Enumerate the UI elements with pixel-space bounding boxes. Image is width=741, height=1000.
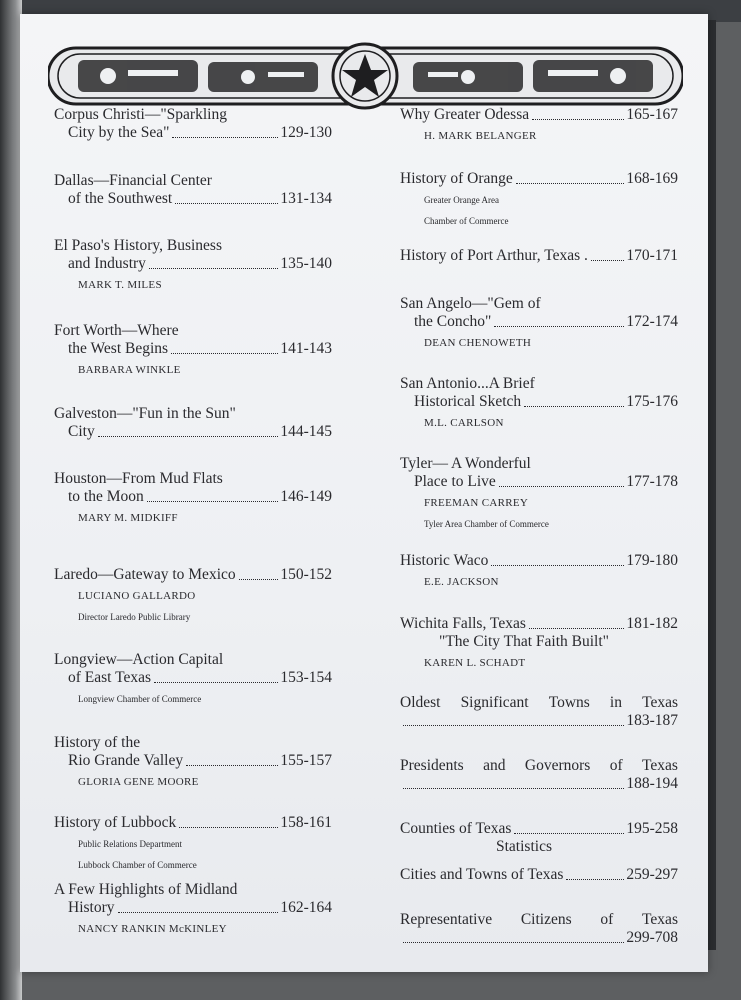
entry-title-line: History of the xyxy=(54,734,141,751)
entry-title-word: Texas xyxy=(642,911,678,928)
entry-leader-line xyxy=(400,393,678,411)
toc-entry[interactable] xyxy=(400,552,678,591)
dot-leader xyxy=(147,488,279,502)
entry-title-line: Historic Waco xyxy=(400,552,489,569)
dot-leader xyxy=(532,106,624,120)
entry-note: Director Laredo Public Library xyxy=(78,612,191,622)
entry-leader-line xyxy=(54,124,332,142)
entry-author: KAREN L. SCHADT xyxy=(424,657,526,669)
entry-leader-line xyxy=(54,423,332,441)
entry-title-word: Significant xyxy=(460,694,529,711)
toc-entry[interactable] xyxy=(400,615,678,672)
book-page xyxy=(20,14,708,972)
entry-leader-line xyxy=(400,247,678,265)
entry-title-line: to the Moon xyxy=(68,488,144,505)
toc-entry[interactable] xyxy=(54,470,332,527)
toc-entry[interactable] xyxy=(54,566,332,626)
entry-title-line: History of Orange xyxy=(400,170,513,187)
entry-title-line: Place to Live xyxy=(414,473,496,490)
entry-title-word: of xyxy=(600,911,614,928)
entry-leader-line xyxy=(54,814,332,832)
dot-leader xyxy=(171,340,278,354)
entry-title-line: the West Begins xyxy=(68,340,169,357)
entry-note: Greater Orange Area xyxy=(424,195,499,205)
entry-title-line: Wichita Falls, Texas xyxy=(400,615,526,632)
entry-title-line: Longview—Action Capital xyxy=(54,651,224,668)
entry-title-line xyxy=(400,911,678,929)
entry-title-line: El Paso's History, Business xyxy=(54,237,222,254)
page-range: 158-161 xyxy=(280,814,332,831)
entry-leader-line xyxy=(400,170,678,188)
toc-entry[interactable] xyxy=(400,375,678,432)
entry-title-line: of East Texas xyxy=(68,669,151,686)
entry-title-word: Oldest xyxy=(400,694,441,711)
entry-title-line: Historical Sketch xyxy=(414,393,522,410)
entry-title-line: Why Greater Odessa xyxy=(400,106,530,123)
entry-title-line: the Concho" xyxy=(414,313,492,330)
page-range: 179-180 xyxy=(626,552,678,569)
page-range: 153-154 xyxy=(280,669,332,686)
dot-leader xyxy=(403,775,624,789)
page-range: 144-145 xyxy=(280,423,332,440)
dot-leader xyxy=(149,255,278,269)
toc-entry[interactable] xyxy=(400,820,678,856)
page-range: 165-167 xyxy=(626,106,678,123)
entry-leader-line xyxy=(54,488,332,506)
toc-entry[interactable] xyxy=(400,170,678,230)
entry-title-line: Cities and Towns of Texas xyxy=(400,866,564,883)
entry-note: Longview Chamber of Commerce xyxy=(78,694,202,704)
page-range: 172-174 xyxy=(626,313,678,330)
entry-author: FREEMAN CARREY xyxy=(424,497,529,509)
entry-leader-line xyxy=(54,566,332,584)
entry-title-line: A Few Highlights of Midland xyxy=(54,881,238,898)
page-range: 135-140 xyxy=(280,255,332,272)
dot-leader xyxy=(239,566,279,580)
entry-author: E.E. JACKSON xyxy=(424,576,499,588)
dot-leader xyxy=(118,899,279,913)
toc-entry[interactable] xyxy=(400,694,678,730)
entry-title-word: in xyxy=(609,694,622,711)
entry-title-word: Representative xyxy=(400,911,493,928)
dot-leader xyxy=(566,866,624,880)
entry-title-line xyxy=(400,694,678,712)
entry-title-line: and Industry xyxy=(68,255,146,272)
entry-leader-line xyxy=(54,752,332,770)
entry-leader-line xyxy=(400,313,678,331)
dot-leader xyxy=(516,170,625,184)
toc-entry[interactable] xyxy=(400,911,678,947)
entry-title-word: Texas xyxy=(642,694,678,711)
page-range: 183-187 xyxy=(626,712,678,729)
entry-title-line: Laredo—Gateway to Mexico xyxy=(54,566,236,583)
dot-leader xyxy=(403,929,624,943)
entry-title-line: Dallas—Financial Center xyxy=(54,172,212,189)
dot-leader xyxy=(154,669,278,683)
entry-title-line: City xyxy=(68,423,95,440)
entry-leader-line xyxy=(400,106,678,124)
entry-note: Public Relations Department xyxy=(78,839,182,849)
page-range: 299-708 xyxy=(626,929,678,946)
page-range: 162-164 xyxy=(280,899,332,916)
entry-leader-line xyxy=(400,775,678,793)
entry-leader-line xyxy=(400,820,678,838)
entry-note: Chamber of Commerce xyxy=(424,216,509,226)
entry-title-line: of the Southwest xyxy=(68,190,173,207)
page-range: 129-130 xyxy=(280,124,332,141)
entry-author: MARY M. MIDKIFF xyxy=(78,512,178,524)
entry-leader-line xyxy=(400,866,678,884)
page-range: 131-134 xyxy=(280,190,332,207)
toc-entry[interactable] xyxy=(54,172,332,208)
entry-title-line: Fort Worth—Where xyxy=(54,322,179,339)
entry-subtitle: Statistics xyxy=(496,838,552,855)
entry-title-line: Rio Grande Valley xyxy=(68,752,184,769)
dot-leader xyxy=(98,423,279,437)
entry-leader-line xyxy=(400,552,678,570)
entry-title-word: Presidents xyxy=(400,757,464,774)
entry-title-line: History of Lubbock xyxy=(54,814,177,831)
entry-author: LUCIANO GALLARDO xyxy=(78,590,196,602)
entry-leader-line xyxy=(400,615,678,633)
toc-entry[interactable] xyxy=(400,757,678,793)
dot-leader xyxy=(179,814,278,828)
page-range: 146-149 xyxy=(280,488,332,505)
entry-title-word: Texas xyxy=(642,757,678,774)
entry-title-word: Citizens xyxy=(520,911,572,928)
entry-title-word: Governors xyxy=(524,757,591,774)
dot-leader xyxy=(186,752,278,766)
dot-leader xyxy=(403,712,624,726)
entry-note: Lubbock Chamber of Commerce xyxy=(78,860,197,870)
dot-leader xyxy=(494,313,624,327)
entry-leader-line xyxy=(54,340,332,358)
page-range: 168-169 xyxy=(626,170,678,187)
page-range: 141-143 xyxy=(280,340,332,357)
entry-title-line xyxy=(400,757,678,775)
toc-entry[interactable] xyxy=(54,651,332,708)
page-range: 195-258 xyxy=(626,820,678,837)
entry-leader-line xyxy=(54,255,332,273)
dot-leader xyxy=(514,820,624,834)
entry-note: Tyler Area Chamber of Commerce xyxy=(424,519,549,529)
entry-author: BARBARA WINKLE xyxy=(78,364,181,376)
toc-entry[interactable] xyxy=(54,322,332,379)
entry-title-line: San Angelo—"Gem of xyxy=(400,295,541,312)
toc-entry[interactable] xyxy=(54,734,332,791)
toc-entry[interactable] xyxy=(400,295,678,352)
entry-title-line: Tyler— A Wonderful xyxy=(400,455,531,472)
toc-entry[interactable] xyxy=(54,405,332,441)
entry-author: H. MARK BELANGER xyxy=(424,130,537,142)
dot-leader xyxy=(499,473,625,487)
toc-entry[interactable] xyxy=(400,866,678,884)
entry-author: M.L. CARLSON xyxy=(424,417,504,429)
entry-title-line: Corpus Christi—"Sparkling xyxy=(54,106,227,123)
entry-author: NANCY RANKIN McKINLEY xyxy=(78,923,227,935)
entry-leader-line xyxy=(54,190,332,208)
entry-leader-line xyxy=(400,473,678,491)
entry-title-line: Counties of Texas xyxy=(400,820,512,837)
toc-entry[interactable] xyxy=(54,814,332,874)
entry-title-line: History xyxy=(68,899,115,916)
entry-title-line: History of Port Arthur, Texas . xyxy=(400,247,588,264)
decorative-banner xyxy=(48,40,683,112)
toc-entry[interactable] xyxy=(400,455,678,533)
page-range: 259-297 xyxy=(626,866,678,883)
entry-author: DEAN CHENOWETH xyxy=(424,337,532,349)
page-range: 155-157 xyxy=(280,752,332,769)
entry-leader-line xyxy=(400,712,678,730)
entry-title-line: Galveston—"Fun in the Sun" xyxy=(54,405,236,422)
toc-entry[interactable] xyxy=(54,237,332,294)
entry-author: GLORIA GENE MOORE xyxy=(78,776,199,788)
entry-subtitle: "The City That Faith Built" xyxy=(439,633,609,650)
page-range: 181-182 xyxy=(626,615,678,632)
dot-leader xyxy=(175,190,278,204)
toc-entry[interactable] xyxy=(400,247,678,265)
page-range: 170-171 xyxy=(626,247,678,264)
entry-author: MARK T. MILES xyxy=(78,279,162,291)
entry-leader-line xyxy=(400,929,678,947)
page-range: 177-178 xyxy=(626,473,678,490)
dot-leader xyxy=(491,552,624,566)
page-range: 188-194 xyxy=(626,775,678,792)
dot-leader xyxy=(591,247,624,261)
entry-title-word: and xyxy=(483,757,506,774)
entry-title-line: Houston—From Mud Flats xyxy=(54,470,223,487)
dot-leader xyxy=(529,615,624,629)
entry-title-word: of xyxy=(609,757,623,774)
book-spine xyxy=(0,0,22,1000)
page-range: 150-152 xyxy=(280,566,332,583)
toc-entry[interactable] xyxy=(400,106,678,145)
entry-title-line: San Antonio...A Brief xyxy=(400,375,535,392)
toc-entry[interactable] xyxy=(54,881,332,938)
page-range: 175-176 xyxy=(626,393,678,410)
dot-leader xyxy=(172,124,278,138)
toc-entry[interactable] xyxy=(54,106,332,142)
entry-leader-line xyxy=(54,669,332,687)
entry-leader-line xyxy=(54,899,332,917)
entry-title-line: City by the Sea" xyxy=(68,124,170,141)
entry-title-word: Towns xyxy=(548,694,590,711)
dot-leader xyxy=(524,393,624,407)
